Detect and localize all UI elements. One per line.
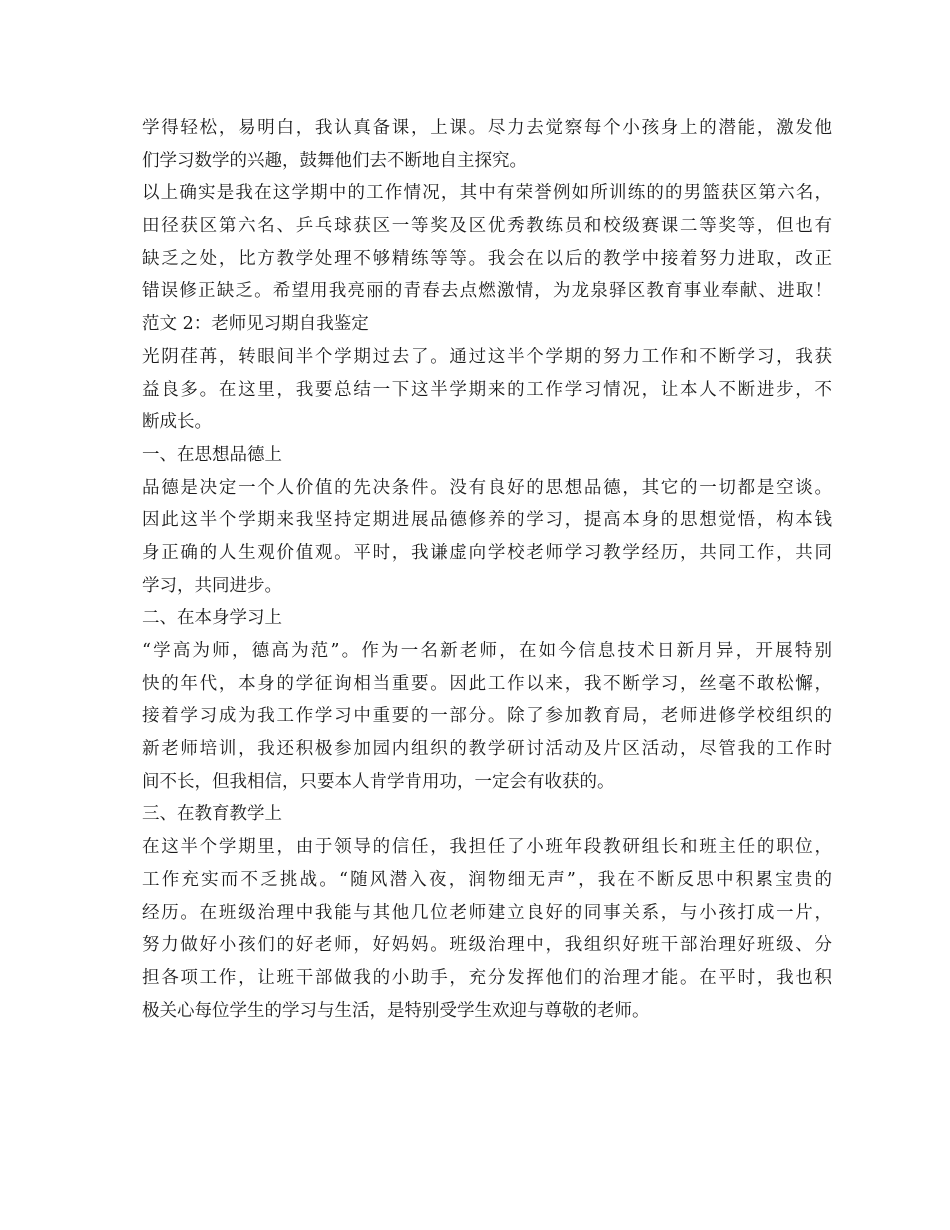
text-line: 新老师培训，我还积极参加园内组织的教学研讨活动及片区活动，尽管我的工作时 xyxy=(142,739,832,760)
text-line: 间不长，但我相信，只要本人肯学肯用功，一定会有收获的。 xyxy=(142,771,615,792)
text-line: 田径获区第六名、乒乓球获区一等奖及区优秀教练员和校级赛课二等奖等，但也有 xyxy=(142,216,832,237)
text-line: 们学习数学的兴趣，鼓舞他们去不断地自主探究。 xyxy=(142,150,527,171)
text-line: “学高为师，德高为范”。作为一名新老师，在如今信息技术日新月异，开展特别 xyxy=(142,641,832,661)
text-line: 错误修正缺乏。希望用我亮丽的青春去点燃激情，为龙泉驿区教育事业奉献、进取！ xyxy=(142,281,832,302)
text-line: 缺乏之处，比方教学处理不够精练等等。我会在以后的教学中接着努力进取，改正 xyxy=(142,248,832,269)
text-line: 身正确的人生观价值观。平时，我谦虚向学校老师学习教学经历，共同工作，共同 xyxy=(142,542,832,563)
text-line: 因此这半个学期来我坚持定期进展品德修养的学习，提高本身的思想觉悟，构本钱 xyxy=(142,510,832,531)
section-heading: 三、在教育教学上 xyxy=(142,804,282,825)
text-line: 学习，共同进步。 xyxy=(142,575,282,596)
text-line: 快的年代，本身的学征询相当重要。因此工作以来，我不断学习，丝毫不敢松懈， xyxy=(142,673,832,694)
text-line: 品德是决定一个人价值的先决条件。没有良好的思想品德，其它的一切都是空谈。 xyxy=(142,477,832,498)
text-line: 努力做好小孩们的好老师，好妈妈。班级治理中，我组织好班干部治理好班级、分 xyxy=(142,935,832,956)
text-line: 接着学习成为我工作学习中重要的一部分。除了参加教育局，老师进修学校组织的 xyxy=(142,706,832,727)
text-line: 经历。在班级治理中我能与其他几位老师建立良好的同事关系，与小孩打成一片， xyxy=(142,902,832,923)
section-heading: 一、在思想品德上 xyxy=(142,444,282,465)
text-line: 学得轻松，易明白，我认真备课，上课。尽力去觉察每个小孩身上的潜能，激发他 xyxy=(142,118,832,138)
document-page xyxy=(142,112,832,1027)
text-line: 断成长。 xyxy=(142,412,212,433)
text-line: 益良多。在这里，我要总结一下这半学期来的工作学习情况，让本人不断进步，不 xyxy=(142,379,832,400)
section-heading: 二、在本身学习上 xyxy=(142,608,282,629)
text-line: 光阴荏苒，转眼间半个学期过去了。通过这半个学期的努力工作和不断学习，我获 xyxy=(142,346,832,367)
text-line: 工作充实而不乏挑战。“随风潜入夜，润物细无声”，我在不断反思中积累宝贵的 xyxy=(142,869,832,890)
text-line: 以上确实是我在这学期中的工作情况，其中有荣誉例如所训练的的男篮获区第六名， xyxy=(142,183,832,204)
text-line: 担各项工作，让班干部做我的小助手，充分发挥他们的治理才能。在平时，我也积 xyxy=(142,967,832,988)
text-line: 极关心每位学生的学习与生活，是特别受学生欢迎与尊敬的老师。 xyxy=(142,1000,650,1021)
section-heading: 范文 2：老师见习期自我鉴定 xyxy=(142,314,369,335)
text-line: 在这半个学期里，由于领导的信任，我担任了小班年段教研组长和班主任的职位， xyxy=(142,837,832,858)
